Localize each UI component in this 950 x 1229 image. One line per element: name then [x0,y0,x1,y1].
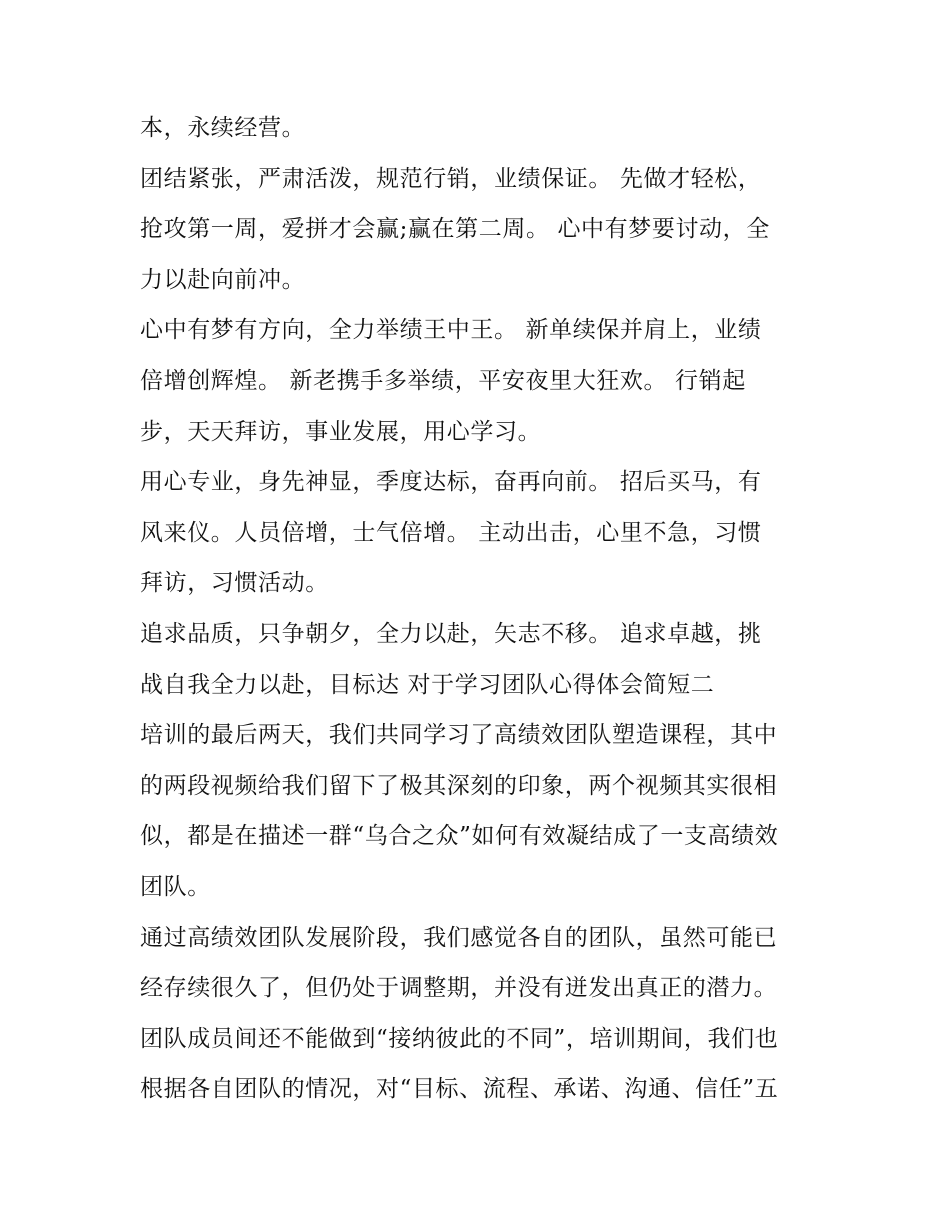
text-line: 似，都是在描述一群“乌合之众”如何有效凝结成了一支高绩效 [140,823,779,850]
text-line: 倍增创辉煌。 新老携手多举绩，平安夜里大狂欢。 行销起 [140,367,746,394]
text-line: 团队成员间还不能做到“接纳彼此的不同”，培训期间，我们也 [140,1025,779,1052]
text-line: 风来仪。人员倍增，士气倍增。 主动出击，心里不急，习惯 [140,519,762,546]
text-line: 追求品质，只争朝夕，全力以赴，矢志不移。 追求卓越，挑 [140,620,762,647]
document-body [140,108,840,1120]
text-line: 团结紧张，严肃活泼，规范行销，业绩保证。 先做才轻松， [140,165,762,192]
text-line: 根据各自团队的情况，对“目标、流程、承诺、沟通、信任”五 [140,1076,779,1103]
text-line: 战自我全力以赴，目标达 对于学习团队心得体会简短二 [140,671,715,698]
text-line: 经存续很久了，但仍处于调整期，并没有迸发出真正的潜力。 [140,975,778,1002]
text-line: 心中有梦有方向，全力举绩王中王。 新单续保并肩上，业绩 [140,317,762,344]
text-line: 抢攻第一周，爱拼才会赢;赢在第二周。 心中有梦要讨动，全 [140,216,770,243]
text-line: 用心专业，身先神显，季度达标，奋再向前。 招后买马，有 [140,469,762,496]
text-line: 培训的最后两天，我们共同学习了高绩效团队塑造课程，其中 [140,722,778,749]
text-line: 团队。 [140,873,211,900]
text-line: 本，永续经营。 [140,115,306,141]
text-line: 的两段视频给我们留下了极其深刻的印象，两个视频其实很相 [140,772,778,799]
text-line: 通过高绩效团队发展阶段，我们感觉各自的团队，虽然可能已 [140,924,778,951]
text-line: 拜访，习惯活动。 [140,570,329,597]
text-line: 步，天天拜访，事业发展，用心学习。 [140,418,542,445]
text-line: 力以赴向前冲。 [140,266,306,293]
